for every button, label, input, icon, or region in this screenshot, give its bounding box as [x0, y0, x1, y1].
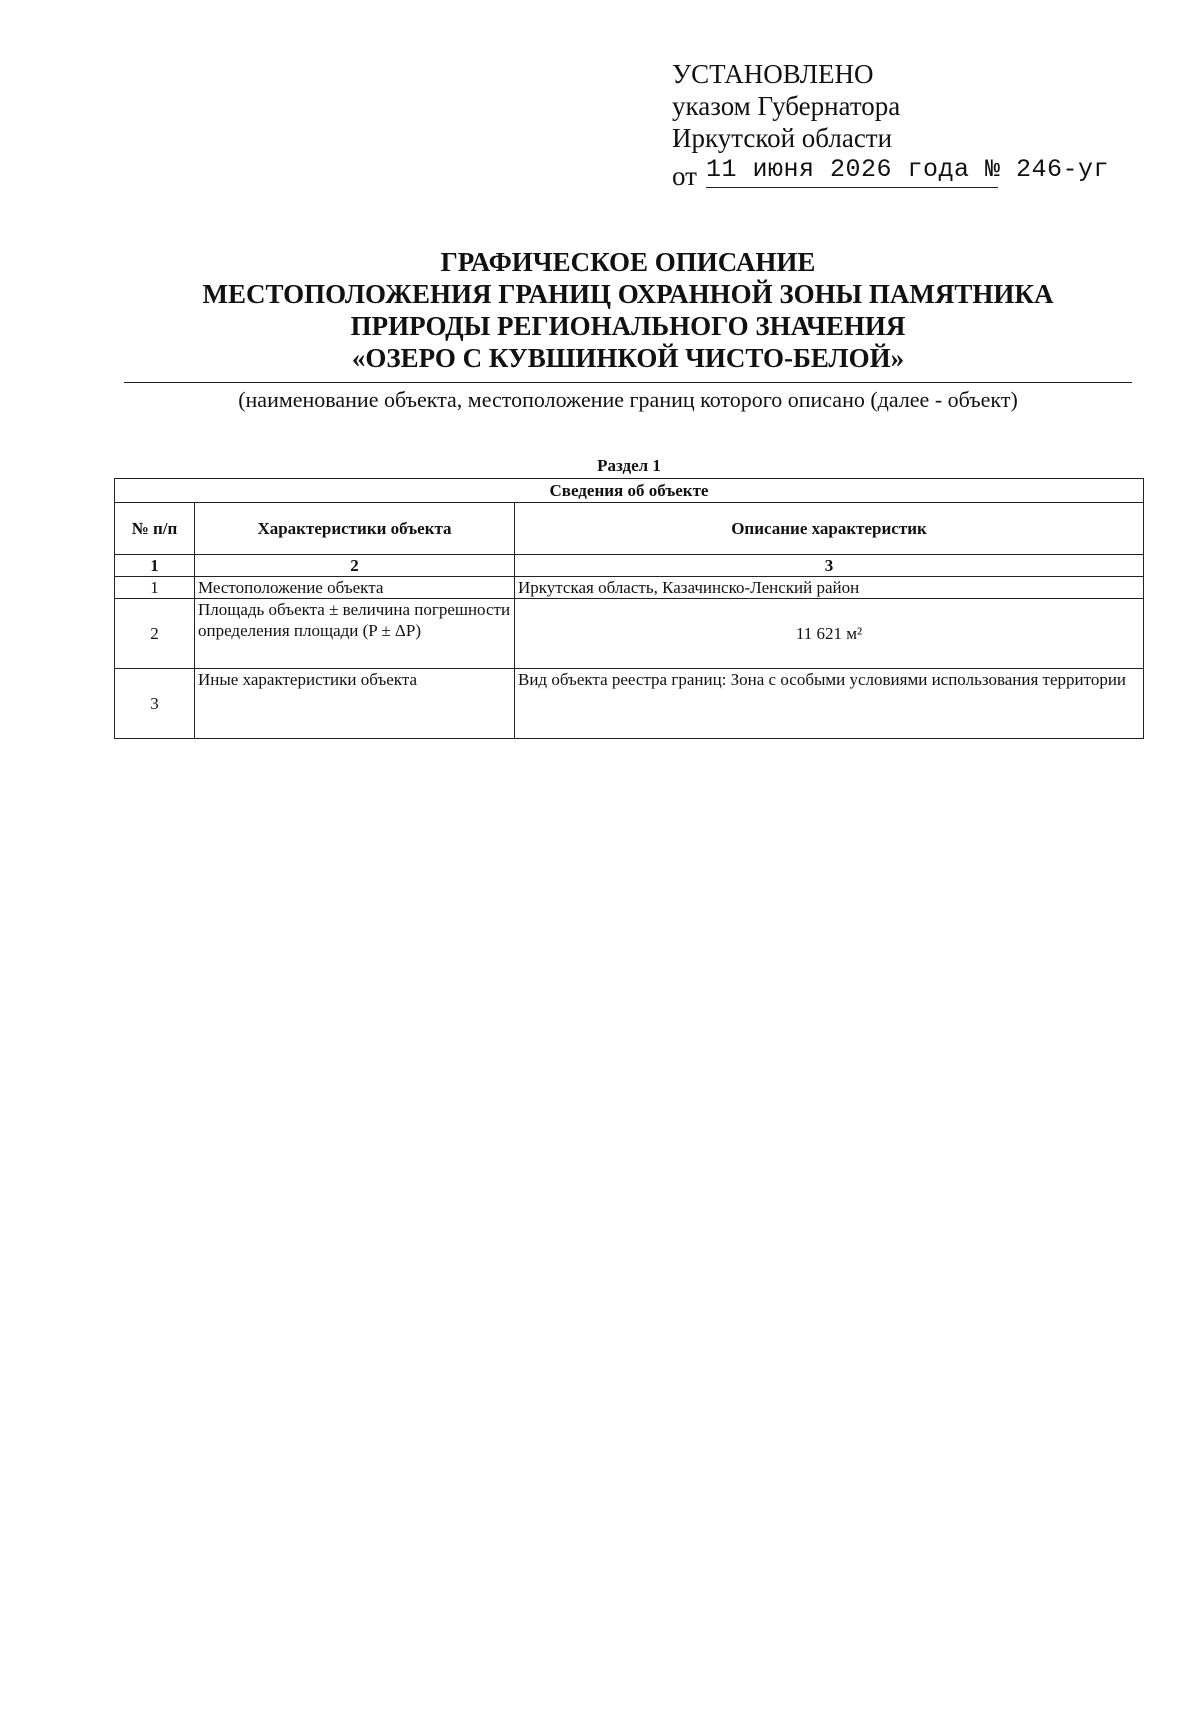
row-description: Вид объекта реестра границ: Зона с особыми условиями использования территории: [515, 669, 1144, 739]
row-description: Иркутская область, Казачинско-Ленский район: [515, 577, 1144, 599]
approval-stamp: [672, 58, 1132, 191]
title-line-2: МЕСТОПОЛОЖЕНИЯ ГРАНИЦ ОХРАННОЙ ЗОНЫ ПАМЯТНИКА: [202, 279, 1054, 309]
table-column-numbers-row: [115, 555, 1144, 577]
table-header-row: [115, 503, 1144, 555]
title-line-3: ПРИРОДЫ РЕГИОНАЛЬНОГО ЗНАЧЕНИЯ: [350, 311, 906, 341]
table-caption-row: [115, 479, 1144, 503]
header-characteristic: Характеристики объекта: [195, 503, 515, 555]
table-caption: Сведения об объекте: [115, 479, 1144, 503]
approval-line-3: Иркутской области: [672, 123, 893, 153]
document-subtitle: (наименование объекта, местоположение границ которого описано (далее - объект): [238, 387, 1018, 412]
table-row: [115, 599, 1144, 669]
row-characteristic: Иные характеристики объекта: [195, 669, 515, 739]
header-num: № п/п: [115, 503, 195, 555]
column-number-1: 1: [115, 555, 195, 577]
table-row: [115, 577, 1144, 599]
row-description: 11 621 м²: [515, 599, 1144, 669]
title-rule: [124, 382, 1132, 383]
title-line-4: «ОЗЕРО С КУВШИНКОЙ ЧИСТО-БЕЛОЙ»: [351, 343, 905, 373]
document-title: [120, 246, 1136, 374]
row-characteristic: Местоположение объекта: [195, 577, 515, 599]
approval-date-underline: [706, 187, 998, 188]
row-num: 3: [115, 669, 195, 739]
title-line-1: ГРАФИЧЕСКОЕ ОПИСАНИЕ: [440, 247, 816, 277]
object-info-table: [114, 478, 1144, 739]
row-characteristic: Площадь объекта ± величина погрешности определения площади (P ± ΔP): [195, 599, 515, 669]
column-number-3: 3: [515, 555, 1144, 577]
section-label: Раздел 1: [597, 456, 661, 475]
approval-line-2: указом Губернатора: [672, 91, 901, 121]
column-number-2: 2: [195, 555, 515, 577]
row-num: 2: [115, 599, 195, 669]
row-num: 1: [115, 577, 195, 599]
header-description: Описание характеристик: [515, 503, 1144, 555]
approval-date-prefix: от: [672, 161, 697, 191]
approval-date-line: [672, 154, 1132, 191]
approval-line-1: УСТАНОВЛЕНО: [672, 59, 874, 89]
approval-date-value: 11 июня 2026 года № 246-уг: [706, 155, 1110, 184]
table-row: [115, 669, 1144, 739]
